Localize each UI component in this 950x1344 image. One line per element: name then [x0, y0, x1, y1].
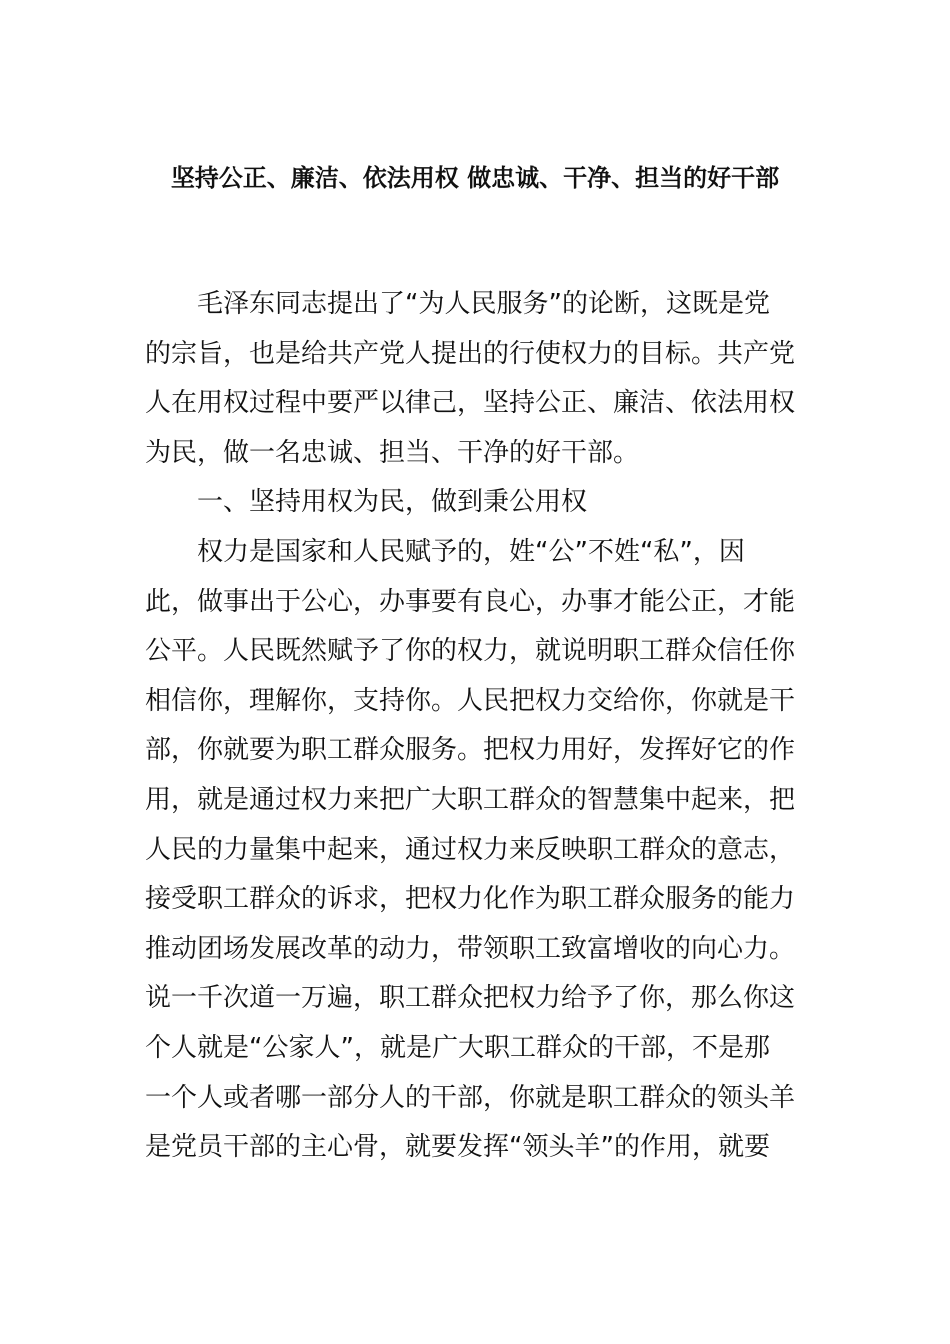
- section-heading: 一、坚持用权为民，做到秉公用权: [197, 487, 588, 518]
- text-line: 用，就是通过权力来把广大职工群众的智慧集中起来，把: [145, 784, 796, 815]
- text-line: 接受职工群众的诉求，把权力化作为职工群众服务的能力: [145, 884, 796, 915]
- text-line: 人民的力量集中起来，通过权力来反映职工群众的意志，: [145, 834, 796, 865]
- text-line: 是党员干部的主心骨，就要发挥“领头羊”的作用，就要: [145, 1132, 770, 1163]
- text-line: 公平。人民既然赋予了你的权力，就说明职工群众信任你: [145, 636, 796, 667]
- text-line: 部，你就要为职工群众服务。把权力用好，发挥好它的作: [145, 735, 796, 766]
- document-title: 坚持公正、廉洁、依法用权 做忠诚、干净、担当的好干部: [170, 164, 780, 192]
- document-body: [145, 280, 807, 1173]
- text-line: 毛泽东同志提出了“为人民服务”的论断，这既是党: [197, 289, 770, 319]
- text-line: 的宗旨，也是给共产党人提出的行使权力的目标。共产党: [145, 338, 796, 369]
- text-line: 此，做事出于公心，办事要有良心，办事才能公正，才能: [145, 586, 796, 617]
- text-line: 说一千次道一万遍，职工群众把权力给予了你，那么你这: [145, 983, 796, 1014]
- text-line: 人在用权过程中要严以律己，坚持公正、廉洁、依法用权: [145, 388, 796, 419]
- text-line: 个人就是“公家人”，就是广大职工群众的干部，不是那: [145, 1032, 770, 1063]
- text-line: 相信你，理解你，支持你。人民把权力交给你，你就是干: [145, 685, 796, 716]
- text-line: 推动团场发展改革的动力，带领职工致富增收的向心力。: [145, 933, 796, 964]
- text-line: 为民，做一名忠诚、担当、干净的好干部。: [145, 437, 640, 468]
- text-line: 权力是国家和人民赋予的，姓“公”不姓“私”，因: [197, 536, 745, 567]
- text-line: 一个人或者哪一部分人的干部，你就是职工群众的领头羊: [145, 1082, 796, 1113]
